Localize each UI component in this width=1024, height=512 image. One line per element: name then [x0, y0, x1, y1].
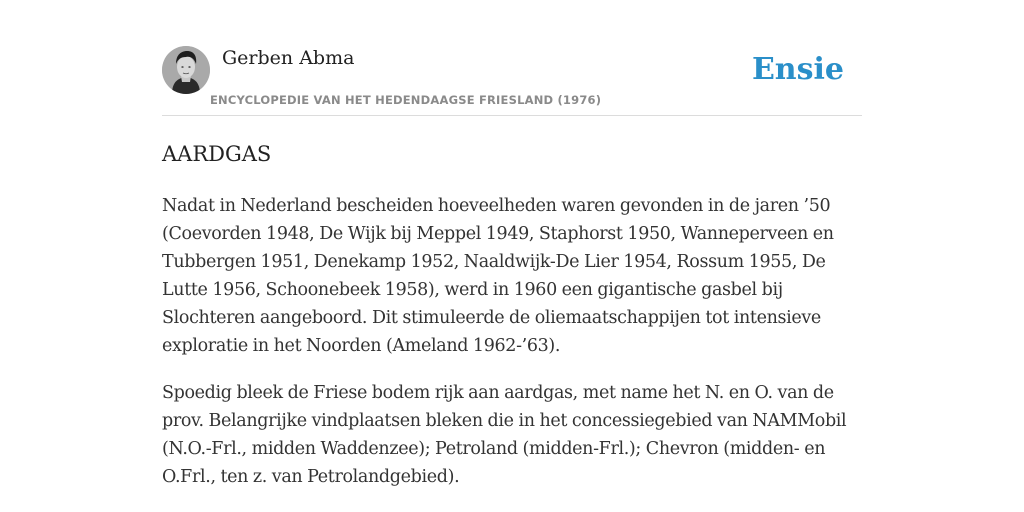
article-paragraph: Spoedig bleek de Friese bodem rijk aan aardgas, met name het N. en O. van de prov. Belangrijke vindplaatsen bleken die in het concessiegebied van NAMMobil (N.O.-Frl., midden Waddenzee); Petroland (midden-Frl.); Chevron (midden- en O.Frl., ten z. van Petrolandgebied). [162, 383, 847, 487]
author-portrait-image [162, 46, 210, 94]
source-title[interactable]: ENCYCLOPEDIE VAN HET HEDENDAAGSE FRIESLAND (1976) [210, 93, 602, 107]
author-avatar[interactable] [162, 46, 210, 94]
author-name[interactable]: Gerben Abma [222, 47, 355, 69]
article-body [162, 192, 862, 510]
article-header [162, 46, 862, 116]
article-title: AARDGAS [162, 142, 272, 166]
ensie-logo[interactable]: Ensie [751, 52, 844, 87]
article-paragraph: Nadat in Nederland bescheiden hoeveelheden waren gevonden in de jaren ’50 (Coevorden 1948, De Wijk bij Meppel 1949, Staphorst 1950, Wanneperveen en Tubbergen 1951, Denekamp 1952, Naaldwijk-De Lier 1954, Rossum 1955, De Lutte 1956, Schoonebeek 1958), werd in 1960 een gigantische gasbel bij Slochteren aangeboord. Dit stimuleerde de oliemaatschappijen tot intensieve exploratie in het Noorden (Ameland 1962-’63). [162, 196, 834, 356]
